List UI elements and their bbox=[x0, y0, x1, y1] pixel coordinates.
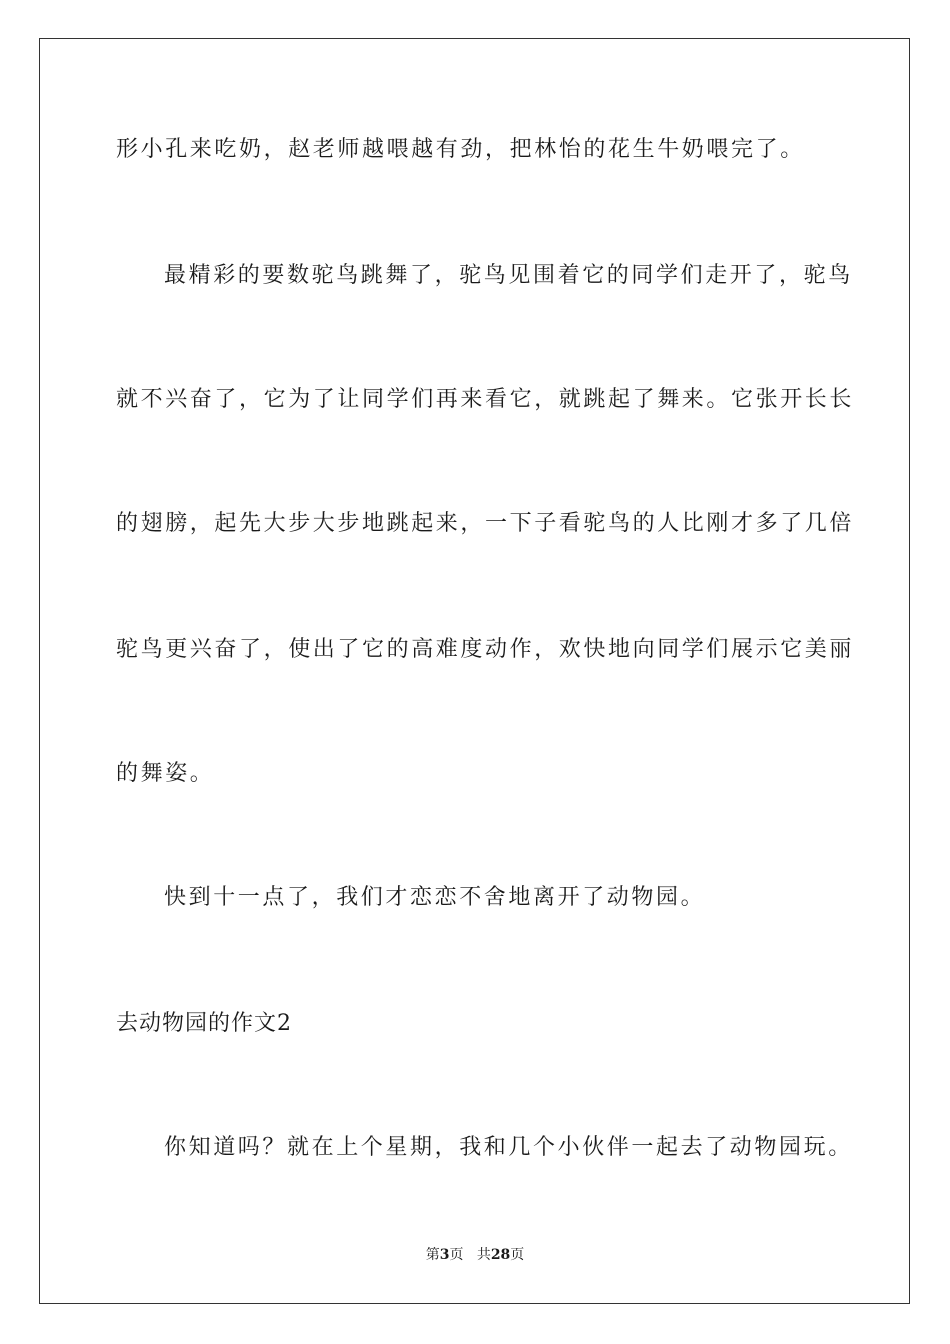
page-prefix: 第 bbox=[425, 1247, 440, 1263]
page-frame bbox=[39, 38, 910, 1304]
page-unit: 页 bbox=[449, 1247, 464, 1263]
page-current: 3 bbox=[439, 1247, 450, 1263]
paragraph-line: 的翅膀，起先大步大步地跳起来，一下子看驼鸟的人比刚才多了几倍 bbox=[116, 511, 855, 536]
page-total: 28 bbox=[490, 1247, 511, 1263]
page-footer bbox=[0, 1246, 950, 1264]
paragraph-line: 你知道吗？就在上个星期，我和几个小伙伴一起去了动物园玩。 bbox=[164, 1135, 853, 1160]
paragraph-line: 驼鸟更兴奋了，使出了它的高难度动作，欢快地向同学们展示它美丽 bbox=[116, 637, 855, 662]
paragraph-line: 形小孔来吃奶，赵老师越喂越有劲，把林怡的花生牛奶喂完了。 bbox=[116, 137, 805, 162]
paragraph-line: 最精彩的要数驼鸟跳舞了，驼鸟见围着它的同学们走开了，驼鸟 bbox=[164, 263, 853, 288]
section-heading: 去动物园的作文2 bbox=[116, 1011, 292, 1036]
paragraph-line: 就不兴奋了，它为了让同学们再来看它，就跳起了舞来。它张开长长 bbox=[116, 387, 855, 412]
paragraph-line: 快到十一点了，我们才恋恋不舍地离开了动物园。 bbox=[164, 885, 706, 910]
total-prefix: 共 bbox=[476, 1247, 491, 1263]
paragraph-line: 的舞姿。 bbox=[116, 761, 215, 786]
total-unit: 页 bbox=[510, 1247, 525, 1263]
